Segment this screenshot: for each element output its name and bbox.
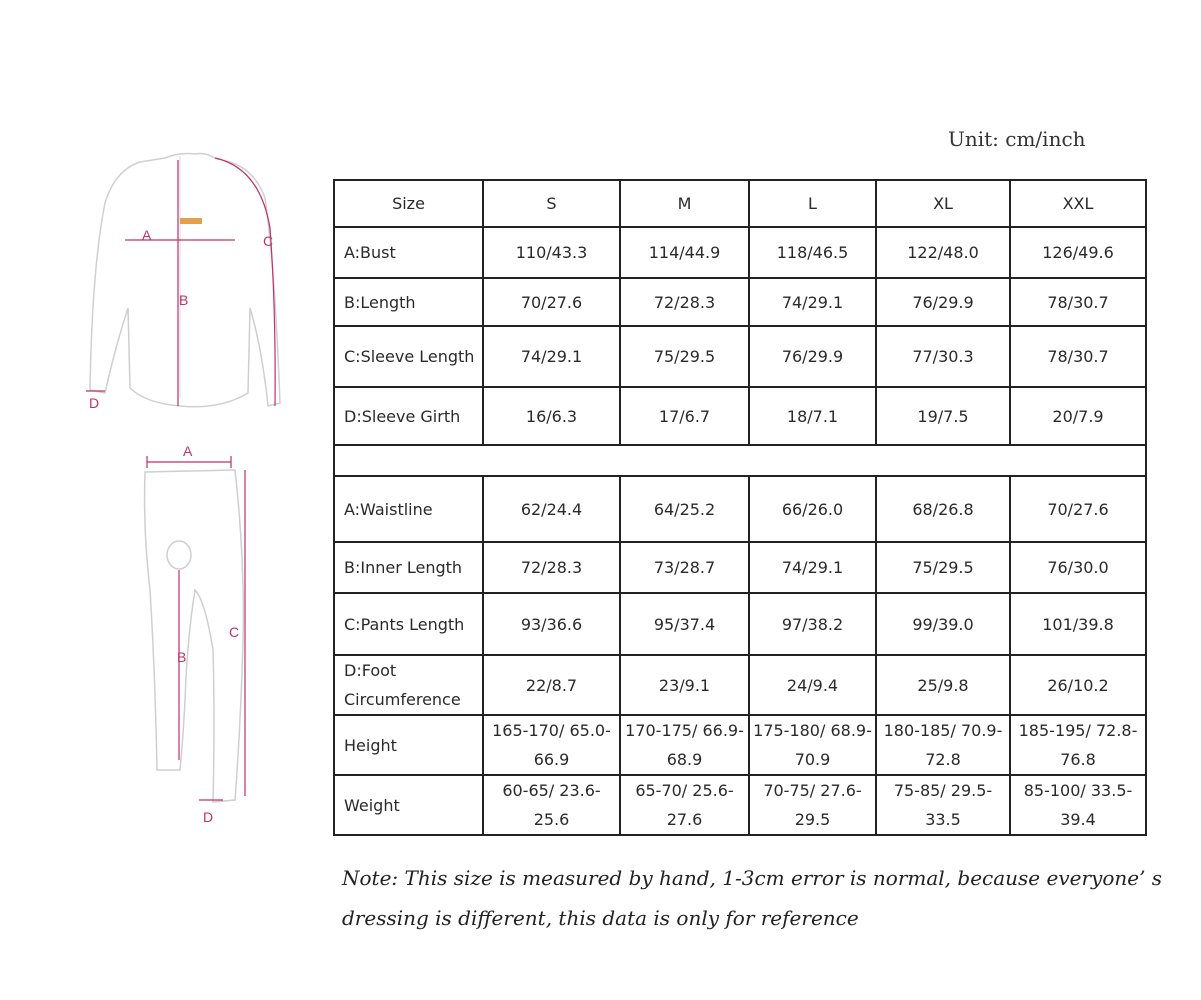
table-cell: 70/27.6 [1010, 476, 1146, 542]
unit-label: Unit: cm/inch [948, 127, 1086, 151]
jacket-marker-c: C [263, 233, 274, 249]
jacket-illustration [80, 148, 295, 418]
header-cell: XXL [1010, 180, 1146, 227]
table-cell: 16/6.3 [483, 387, 620, 445]
jacket-marker-b: B [179, 292, 189, 308]
table-header-row [334, 180, 1146, 227]
row-label: Height [334, 715, 483, 775]
table-cell: 60-65/ 23.6-25.6 [483, 775, 620, 835]
table-row [334, 387, 1146, 445]
table-cell: 65-70/ 25.6-27.6 [620, 775, 749, 835]
table-cell: 19/7.5 [876, 387, 1010, 445]
table-cell: 73/28.7 [620, 542, 749, 593]
table-cell: 78/30.7 [1010, 278, 1146, 326]
table-cell: 72/28.3 [620, 278, 749, 326]
header-cell: Size [334, 180, 483, 227]
table-row [334, 542, 1146, 593]
table-cell: 75/29.5 [620, 326, 749, 387]
jacket-marker-d: D [89, 395, 100, 411]
table-cell: 118/46.5 [749, 227, 876, 278]
table-row [334, 227, 1146, 278]
table-cell: 93/36.6 [483, 593, 620, 655]
table-cell: 62/24.4 [483, 476, 620, 542]
table-cell: 126/49.6 [1010, 227, 1146, 278]
table-cell: 20/7.9 [1010, 387, 1146, 445]
table-cell: 101/39.8 [1010, 593, 1146, 655]
table-row [334, 593, 1146, 655]
row-label: D:Foot Circumference [334, 655, 483, 715]
table-cell: 72/28.3 [483, 542, 620, 593]
table-cell: 17/6.7 [620, 387, 749, 445]
table-row [334, 655, 1146, 715]
table-cell: 76/30.0 [1010, 542, 1146, 593]
row-label: Weight [334, 775, 483, 835]
header-cell: L [749, 180, 876, 227]
row-label: C:Sleeve Length [334, 326, 483, 387]
divider-cell [334, 445, 1146, 476]
table-cell: 70-75/ 27.6-29.5 [749, 775, 876, 835]
header-cell: S [483, 180, 620, 227]
table-row [334, 326, 1146, 387]
measurement-note: Note: This size is measured by hand, 1-3cm error is normal, because everyone’ s dressing is different, this data is only for reference [342, 866, 1163, 930]
table-cell: 165-170/ 65.0-66.9 [483, 715, 620, 775]
table-cell: 64/25.2 [620, 476, 749, 542]
row-label: B:Inner Length [334, 542, 483, 593]
row-label: C:Pants Length [334, 593, 483, 655]
table-row [334, 278, 1146, 326]
table-cell: 75/29.5 [876, 542, 1010, 593]
table-cell: 97/38.2 [749, 593, 876, 655]
table-cell: 185-195/ 72.8-76.8 [1010, 715, 1146, 775]
table-cell: 25/9.8 [876, 655, 1010, 715]
table-cell: 85-100/ 33.5-39.4 [1010, 775, 1146, 835]
table-divider-row [334, 445, 1146, 476]
pants-marker-d: D [203, 809, 214, 825]
table-cell: 74/29.1 [749, 278, 876, 326]
table-row [334, 775, 1146, 835]
row-label: D:Sleeve Girth [334, 387, 483, 445]
table-row [334, 476, 1146, 542]
table-cell: 122/48.0 [876, 227, 1010, 278]
table-cell: 68/26.8 [876, 476, 1010, 542]
table-cell: 24/9.4 [749, 655, 876, 715]
row-label: B:Length [334, 278, 483, 326]
table-cell: 175-180/ 68.9-70.9 [749, 715, 876, 775]
table-cell: 70/27.6 [483, 278, 620, 326]
table-cell: 23/9.1 [620, 655, 749, 715]
row-label: A:Waistline [334, 476, 483, 542]
pants-marker-a: A [183, 443, 193, 459]
table-cell: 76/29.9 [749, 326, 876, 387]
table-cell: 22/8.7 [483, 655, 620, 715]
table-cell: 74/29.1 [483, 326, 620, 387]
table-cell: 26/10.2 [1010, 655, 1146, 715]
table-cell: 180-185/ 70.9-72.8 [876, 715, 1010, 775]
header-cell: M [620, 180, 749, 227]
pants-illustration [135, 440, 265, 830]
row-label: A:Bust [334, 227, 483, 278]
table-cell: 110/43.3 [483, 227, 620, 278]
table-cell: 18/7.1 [749, 387, 876, 445]
pants-marker-b: B [177, 649, 187, 665]
table-cell: 77/30.3 [876, 326, 1010, 387]
table-cell: 95/37.4 [620, 593, 749, 655]
header-cell: XL [876, 180, 1010, 227]
table-cell: 66/26.0 [749, 476, 876, 542]
table-cell: 170-175/ 66.9-68.9 [620, 715, 749, 775]
table-cell: 74/29.1 [749, 542, 876, 593]
size-chart-table [333, 179, 1147, 836]
table-cell: 114/44.9 [620, 227, 749, 278]
table-cell: 75-85/ 29.5-33.5 [876, 775, 1010, 835]
table-row [334, 715, 1146, 775]
jacket-marker-a: A [142, 227, 152, 243]
pants-marker-c: C [229, 624, 240, 640]
table-cell: 99/39.0 [876, 593, 1010, 655]
table-cell: 76/29.9 [876, 278, 1010, 326]
table-cell: 78/30.7 [1010, 326, 1146, 387]
